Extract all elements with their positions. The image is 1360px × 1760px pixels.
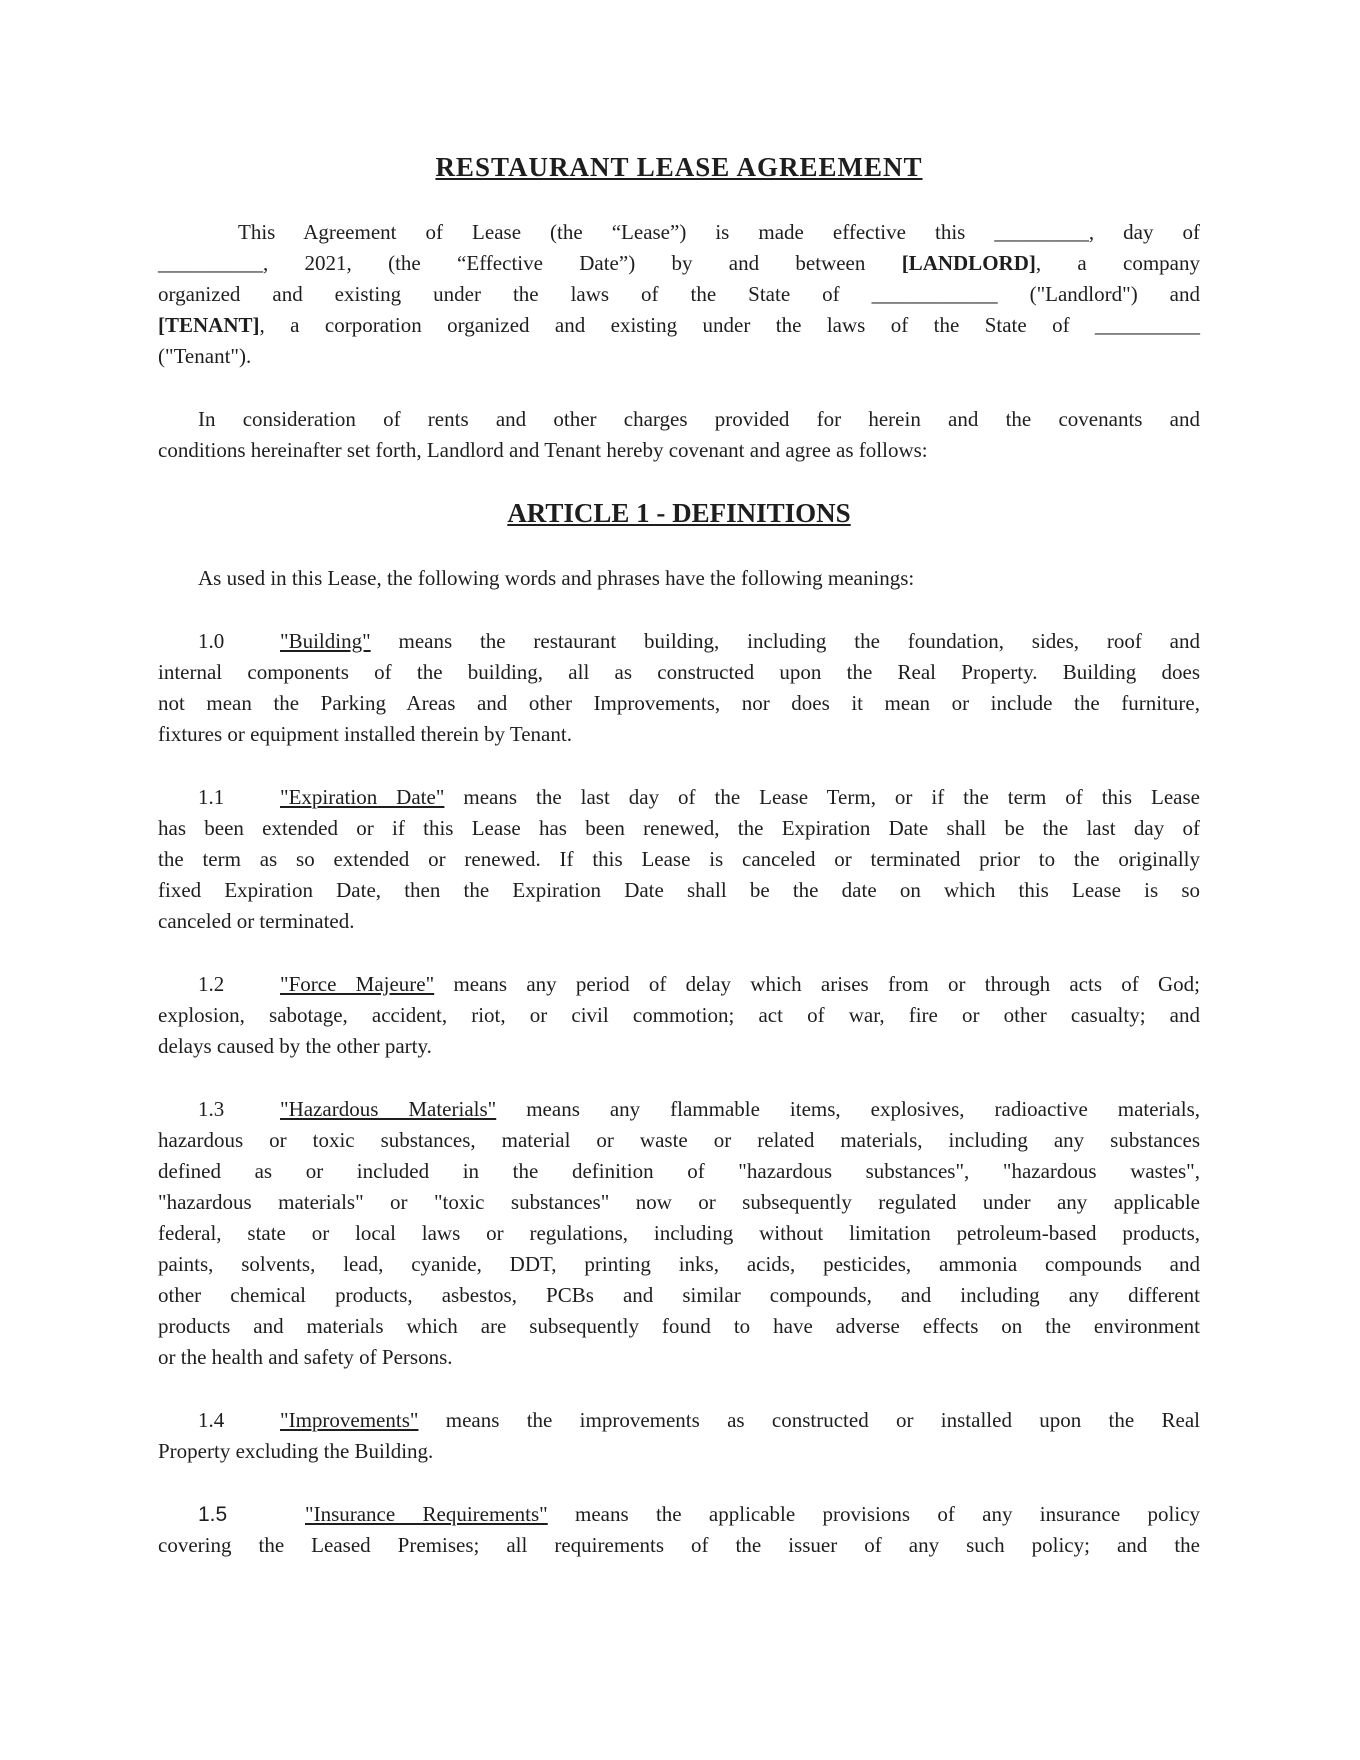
doc-line: [158, 1031, 1200, 1062]
doc-line: [158, 813, 1200, 844]
definitions-intro-paragraph: [158, 563, 1200, 594]
party-name-placeholder: [LANDLORD]: [901, 251, 1036, 275]
doc-line: [158, 404, 1200, 435]
article-1-heading-text: ARTICLE 1 - DEFINITIONS: [507, 498, 851, 528]
party-name-placeholder: [TENANT]: [158, 313, 260, 337]
doc-line: [158, 1094, 1200, 1125]
section-1-0: [158, 626, 1200, 750]
section-1-5: [158, 1499, 1200, 1561]
text-run: explosion, sabotage, accident, riot, or civil commotion; act of war, fire or other casualty; and: [158, 1003, 1200, 1027]
text-run: defined as or included in the definition of "hazardous substances", "hazardous wastes",: [158, 1159, 1200, 1183]
defined-term: "Expiration Date": [280, 785, 445, 809]
section-number: 1.0: [198, 629, 225, 653]
doc-line: [158, 435, 1200, 466]
doc-line: [158, 657, 1200, 688]
section-number: 1.5: [198, 1503, 228, 1526]
document-title: [158, 152, 1200, 185]
doc-line: [158, 563, 1200, 594]
doc-line: [158, 217, 1200, 248]
text-run: products and materials which are subsequently found to have adverse effects on the environment: [158, 1314, 1200, 1338]
doc-line: [158, 688, 1200, 719]
doc-line: [158, 782, 1200, 813]
fill-in-blank: ____________: [871, 282, 998, 306]
text-run: covering the Leased Premises; all requirements of the issuer of any such policy; and the: [158, 1533, 1200, 1557]
doc-line: [158, 1436, 1200, 1467]
defined-term: "Force Majeure": [280, 972, 435, 996]
doc-line: [158, 248, 1200, 279]
defined-term: "Improvements": [280, 1408, 419, 1432]
fill-in-blank: __________: [158, 251, 263, 275]
doc-line: [158, 1125, 1200, 1156]
consideration-paragraph: [158, 404, 1200, 466]
doc-line: [158, 1280, 1200, 1311]
section-number: 1.2: [198, 972, 225, 996]
doc-line: [158, 875, 1200, 906]
defined-term: "Insurance Requirements": [305, 1502, 548, 1526]
text-run: federal, state or local laws or regulations, including without limitation petroleum-based products,: [158, 1221, 1200, 1245]
text-run: canceled or terminated.: [158, 909, 355, 933]
section-1-4: [158, 1405, 1200, 1467]
fill-in-blank: __________: [1095, 313, 1200, 337]
text-run: the term as so extended or renewed. If this Lease is canceled or terminated prior to the originally: [158, 847, 1200, 871]
text-run: , a corporation organized and existing under the laws of the State of: [259, 313, 1095, 337]
text-run: means the last day of the Lease Term, or if the term of this Lease: [444, 785, 1200, 809]
doc-line: [158, 310, 1200, 341]
text-run: or the health and safety of Persons.: [158, 1345, 453, 1369]
doc-line: [158, 1156, 1200, 1187]
text-run: ("Landlord") and: [997, 282, 1200, 306]
doc-line: [158, 1000, 1200, 1031]
text-run: means the restaurant building, including the foundation, sides, roof and: [370, 629, 1200, 653]
defined-term: "Hazardous Materials": [280, 1097, 497, 1121]
text-run: organized and existing under the laws of the State of: [158, 282, 872, 306]
section-number: 1.3: [198, 1097, 225, 1121]
text-run: means the improvements as constructed or installed upon the Real: [418, 1408, 1200, 1432]
text-run: delays caused by the other party.: [158, 1034, 432, 1058]
section-number: 1.4: [198, 1408, 225, 1432]
text-run: not mean the Parking Areas and other Improvements, nor does it mean or include the furniture,: [158, 691, 1200, 715]
doc-line: [158, 1218, 1200, 1249]
text-run: fixtures or equipment installed therein by Tenant.: [158, 722, 572, 746]
doc-line: [158, 1249, 1200, 1280]
text-run: fixed Expiration Date, then the Expiration Date shall be the date on which this Lease is so: [158, 878, 1200, 902]
document-title-text: RESTAURANT LEASE AGREEMENT: [435, 152, 923, 182]
text-run: In consideration of rents and other charges provided for herein and the covenants and: [198, 407, 1200, 431]
doc-line: [158, 906, 1200, 937]
doc-line: [158, 1311, 1200, 1342]
text-run: has been extended or if this Lease has been renewed, the Expiration Date shall be the last day of: [158, 816, 1200, 840]
text-run: As used in this Lease, the following words and phrases have the following meanings:: [198, 566, 915, 590]
doc-line: [158, 844, 1200, 875]
section-1-2: [158, 969, 1200, 1062]
doc-line: [158, 719, 1200, 750]
text-run: hazardous or toxic substances, material or waste or related materials, including any substances: [158, 1128, 1200, 1152]
article-1-heading: [158, 498, 1200, 531]
section-number: 1.1: [198, 785, 225, 809]
doc-line: [158, 969, 1200, 1000]
text-run: ("Tenant").: [158, 344, 252, 368]
fill-in-blank: _________: [994, 220, 1089, 244]
doc-line: [158, 341, 1200, 372]
text-run: internal components of the building, all as constructed upon the Real Property. Building does: [158, 660, 1200, 684]
text-run: other chemical products, asbestos, PCBs and similar compounds, and including any different: [158, 1283, 1200, 1307]
text-run: means any period of delay which arises from or through acts of God;: [434, 972, 1201, 996]
doc-line: [158, 279, 1200, 310]
text-run: means any flammable items, explosives, radioactive materials,: [496, 1097, 1200, 1121]
doc-line: [158, 1187, 1200, 1218]
defined-term: "Building": [280, 629, 371, 653]
text-run: Property excluding the Building.: [158, 1439, 434, 1463]
doc-line: [158, 1405, 1200, 1436]
text-run: , 2021, (the “Effective Date”) by and between: [263, 251, 902, 275]
section-1-3: [158, 1094, 1200, 1373]
doc-line: [158, 1499, 1200, 1530]
text-run: paints, solvents, lead, cyanide, DDT, printing inks, acids, pesticides, ammonia compounds and: [158, 1252, 1200, 1276]
doc-line: [158, 626, 1200, 657]
text-run: This Agreement of Lease (the “Lease”) is made effective this: [238, 220, 995, 244]
doc-line: [158, 1530, 1200, 1561]
text-run: , day of: [1088, 220, 1200, 244]
text-run: , a company: [1035, 251, 1201, 275]
text-run: conditions hereinafter set forth, Landlord and Tenant hereby covenant and agree as follows:: [158, 438, 928, 462]
text-run: "hazardous materials" or "toxic substances" now or subsequently regulated under any applicable: [158, 1190, 1200, 1214]
section-1-1: [158, 782, 1200, 937]
doc-line: [158, 1342, 1200, 1373]
text-run: means the applicable provisions of any insurance policy: [547, 1502, 1200, 1526]
preamble-paragraph: [158, 217, 1200, 372]
